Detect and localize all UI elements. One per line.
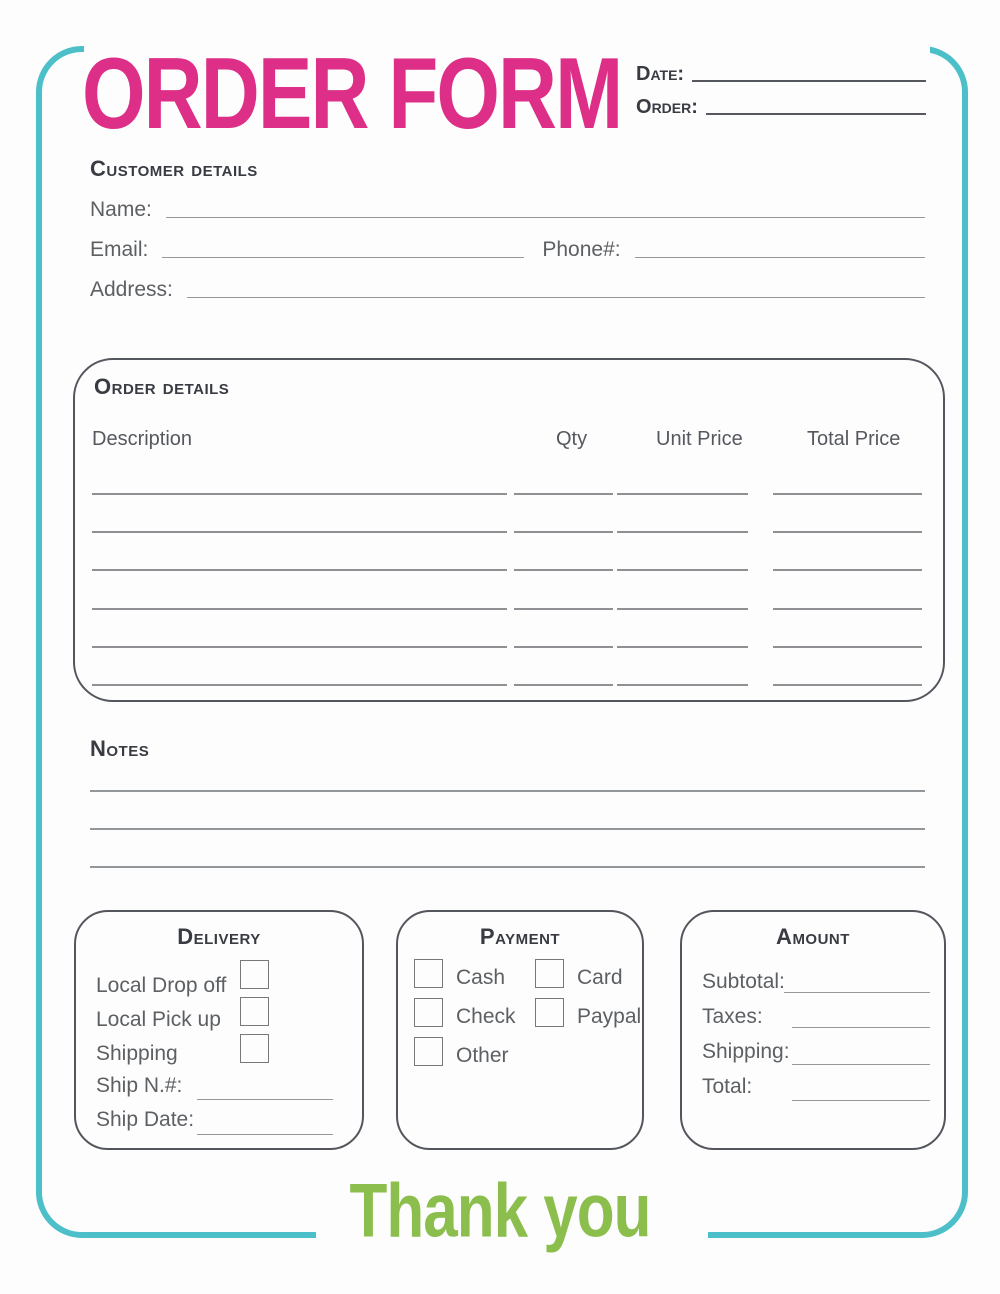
- payment-option-label: Card: [577, 966, 623, 989]
- order-details-box: [73, 358, 945, 702]
- column-header-qty: Qty: [556, 428, 588, 450]
- order-number-row: [636, 93, 926, 119]
- total-price-input-line[interactable]: [773, 684, 922, 686]
- delivery-option-label: Local Drop off: [96, 974, 227, 997]
- order-number-label: Order:: [636, 96, 698, 118]
- payment-option-label: Cash: [456, 966, 506, 989]
- taxes-label: Taxes:: [702, 1005, 763, 1028]
- address-row: [90, 278, 925, 302]
- order-number-input-line[interactable]: [706, 113, 926, 115]
- description-input-line[interactable]: [92, 608, 507, 610]
- column-header-total-price: Total Price: [807, 428, 901, 450]
- unit-price-input-line[interactable]: [617, 493, 748, 495]
- email-phone-row: [90, 238, 925, 262]
- thank-you-text: Thank you: [349, 1169, 651, 1254]
- description-input-line[interactable]: [92, 493, 507, 495]
- delivery-heading: Delivery: [177, 924, 261, 949]
- name-label: Name:: [90, 198, 152, 221]
- address-input-line[interactable]: [187, 297, 925, 298]
- subtotal-input-line[interactable]: [784, 992, 930, 993]
- phone-input-line[interactable]: [635, 257, 925, 258]
- ship-date-label: Ship Date:: [96, 1108, 195, 1131]
- local-drop-off-checkbox[interactable]: [240, 960, 269, 989]
- cash-checkbox[interactable]: [414, 959, 443, 988]
- date-row: [636, 60, 926, 86]
- description-input-line[interactable]: [92, 684, 507, 686]
- column-header-unit-price: Unit Price: [656, 428, 743, 450]
- description-input-line[interactable]: [92, 646, 507, 648]
- taxes-input-line[interactable]: [792, 1027, 930, 1028]
- unit-price-input-line[interactable]: [617, 684, 748, 686]
- total-input-line[interactable]: [792, 1100, 930, 1101]
- delivery-option-label: Local Pick up: [96, 1008, 221, 1031]
- total-label: Total:: [702, 1075, 753, 1098]
- delivery-option-label: Shipping: [96, 1042, 178, 1065]
- subtotal-label: Subtotal:: [702, 970, 785, 993]
- date-input-line[interactable]: [692, 80, 926, 82]
- qty-input-line[interactable]: [514, 531, 613, 533]
- payment-box: [396, 910, 644, 1150]
- notes-input-line[interactable]: [90, 866, 925, 868]
- local-pick-up-checkbox[interactable]: [240, 997, 269, 1026]
- description-input-line[interactable]: [92, 569, 507, 571]
- notes-heading: Notes: [90, 736, 150, 761]
- payment-heading: Payment: [479, 924, 561, 949]
- ship-number-input-line[interactable]: [197, 1099, 333, 1100]
- unit-price-input-line[interactable]: [617, 608, 748, 610]
- delivery-box: [74, 910, 364, 1150]
- ship-number-label: Ship N.#:: [96, 1074, 183, 1097]
- name-row: [90, 198, 925, 222]
- total-price-input-line[interactable]: [773, 569, 922, 571]
- card-checkbox[interactable]: [535, 959, 564, 988]
- qty-input-line[interactable]: [514, 608, 613, 610]
- check-checkbox[interactable]: [414, 998, 443, 1027]
- email-input-line[interactable]: [162, 257, 524, 258]
- qty-input-line[interactable]: [514, 569, 613, 571]
- date-label: date:: [636, 63, 685, 85]
- payment-option-label: Paypal: [577, 1005, 642, 1028]
- header-fields: [636, 60, 926, 126]
- unit-price-input-line[interactable]: [617, 569, 748, 571]
- shipping-checkbox[interactable]: [240, 1034, 269, 1063]
- name-input-line[interactable]: [166, 217, 925, 218]
- total-price-input-line[interactable]: [773, 646, 922, 648]
- unit-price-input-line[interactable]: [617, 646, 748, 648]
- total-price-input-line[interactable]: [773, 531, 922, 533]
- payment-option-label: Other: [456, 1044, 509, 1067]
- column-header-description: Description: [92, 428, 193, 450]
- qty-input-line[interactable]: [514, 493, 613, 495]
- other-checkbox[interactable]: [414, 1037, 443, 1066]
- paypal-checkbox[interactable]: [535, 998, 564, 1027]
- order-details-heading: Order details: [94, 374, 230, 399]
- description-input-line[interactable]: [92, 531, 507, 533]
- page-title: ORDER FORM: [82, 37, 622, 151]
- amount-heading: Amount: [776, 924, 850, 949]
- notes-input-line[interactable]: [90, 828, 925, 830]
- total-price-input-line[interactable]: [773, 493, 922, 495]
- payment-option-label: Check: [456, 1005, 516, 1028]
- total-price-input-line[interactable]: [773, 608, 922, 610]
- qty-input-line[interactable]: [514, 646, 613, 648]
- phone-label: Phone#:: [542, 238, 621, 261]
- qty-input-line[interactable]: [514, 684, 613, 686]
- amount-box: [680, 910, 946, 1150]
- customer-details-heading: Customer details: [90, 156, 258, 181]
- address-label: Address:: [90, 278, 173, 301]
- notes-input-line[interactable]: [90, 790, 925, 792]
- unit-price-input-line[interactable]: [617, 531, 748, 533]
- email-label: Email:: [90, 238, 149, 261]
- shipping-label: Shipping:: [702, 1040, 790, 1063]
- ship-date-input-line[interactable]: [197, 1134, 333, 1135]
- shipping-input-line[interactable]: [792, 1064, 930, 1065]
